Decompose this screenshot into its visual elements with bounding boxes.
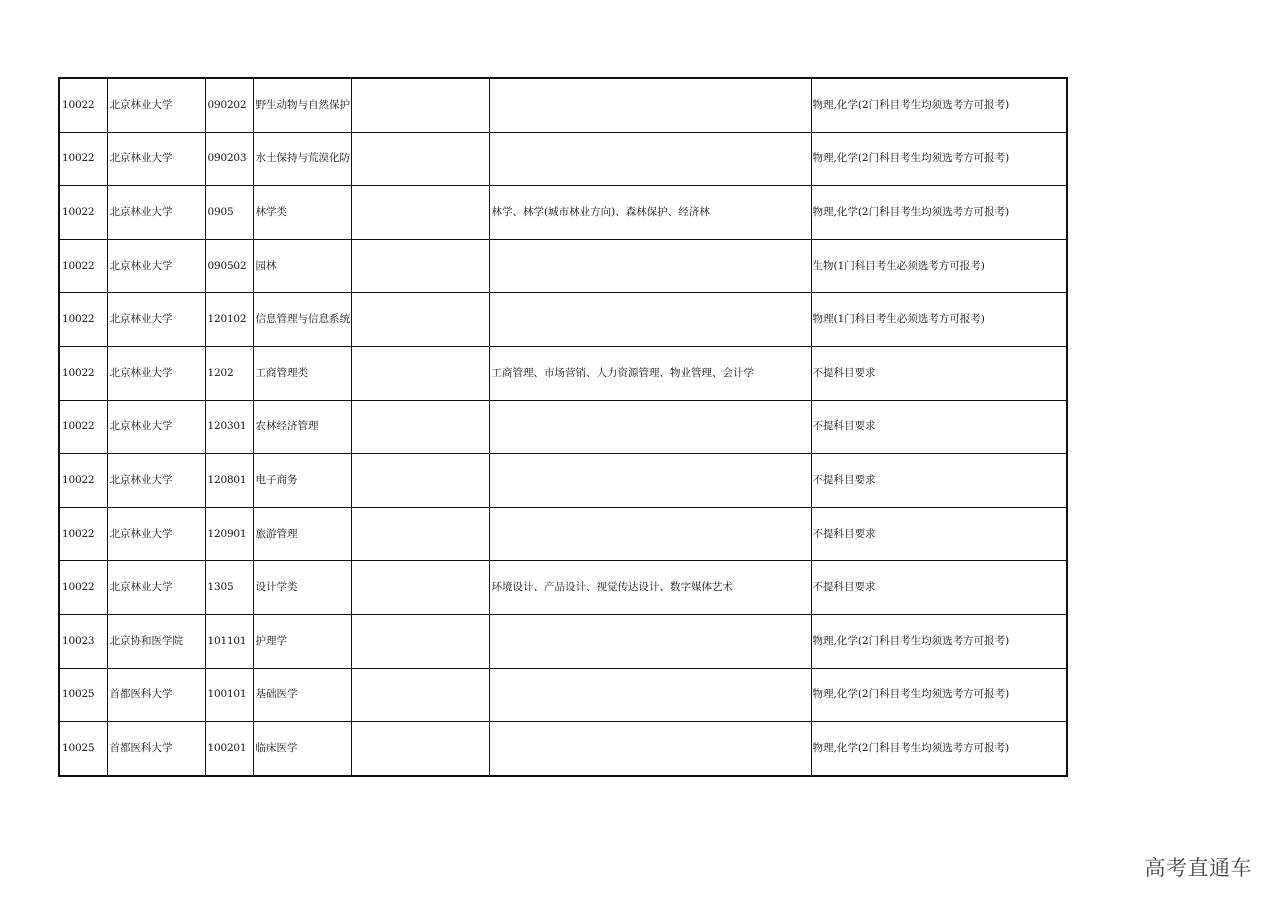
- school-code-cell: 10022: [59, 293, 107, 347]
- school-code-cell: 10022: [59, 454, 107, 508]
- major-name-cell: 临床医学: [253, 722, 351, 776]
- subject-requirements-table: [58, 77, 1068, 777]
- school-code-cell: 10025: [59, 722, 107, 776]
- subject-requirement-cell: 物理,化学(2门科目考生均须选考方可报考): [811, 132, 1067, 186]
- note-cell: [351, 561, 489, 615]
- subject-requirement-cell: 不提科目要求: [811, 346, 1067, 400]
- subject-requirement-cell: 物理,化学(2门科目考生均须选考方可报考): [811, 668, 1067, 722]
- school-code-cell: 10022: [59, 78, 107, 132]
- table-row: [59, 346, 1067, 400]
- included-majors-cell: [489, 78, 811, 132]
- note-cell: [351, 346, 489, 400]
- major-code-cell: 100101: [205, 668, 253, 722]
- included-majors-cell: [489, 668, 811, 722]
- major-name-cell: 水土保持与荒漠化防: [253, 132, 351, 186]
- included-majors-cell: 林学、林学(城市林业方向)、森林保护、经济林: [489, 186, 811, 240]
- included-majors-cell: 工商管理、市场营销、人力资源管理、物业管理、会计学: [489, 346, 811, 400]
- note-cell: [351, 132, 489, 186]
- school-code-cell: 10022: [59, 239, 107, 293]
- subject-requirement-cell: 不提科目要求: [811, 561, 1067, 615]
- included-majors-cell: [489, 400, 811, 454]
- school-code-cell: 10022: [59, 507, 107, 561]
- table-row: [59, 722, 1067, 776]
- included-majors-cell: [489, 614, 811, 668]
- table-row: [59, 561, 1067, 615]
- table-row: [59, 400, 1067, 454]
- major-code-cell: 1202: [205, 346, 253, 400]
- major-code-cell: 1305: [205, 561, 253, 615]
- major-name-cell: 工商管理类: [253, 346, 351, 400]
- note-cell: [351, 400, 489, 454]
- school-code-cell: 10025: [59, 668, 107, 722]
- included-majors-cell: [489, 239, 811, 293]
- included-majors-cell: [489, 507, 811, 561]
- major-name-cell: 林学类: [253, 186, 351, 240]
- school-name-cell: 北京林业大学: [107, 239, 205, 293]
- subject-requirement-cell: 生物(1门科目考生必须选考方可报考): [811, 239, 1067, 293]
- school-name-cell: 北京林业大学: [107, 78, 205, 132]
- major-code-cell: 120102: [205, 293, 253, 347]
- table-row: [59, 454, 1067, 508]
- major-name-cell: 信息管理与信息系统: [253, 293, 351, 347]
- school-name-cell: 首都医科大学: [107, 722, 205, 776]
- included-majors-cell: [489, 454, 811, 508]
- major-code-cell: 090202: [205, 78, 253, 132]
- table-row: [59, 239, 1067, 293]
- school-name-cell: 北京林业大学: [107, 454, 205, 508]
- subject-requirement-cell: 物理,化学(2门科目考生均须选考方可报考): [811, 78, 1067, 132]
- note-cell: [351, 668, 489, 722]
- subject-requirement-cell: 不提科目要求: [811, 400, 1067, 454]
- note-cell: [351, 454, 489, 508]
- included-majors-cell: [489, 293, 811, 347]
- major-code-cell: 101101: [205, 614, 253, 668]
- major-name-cell: 园林: [253, 239, 351, 293]
- subject-requirement-cell: 物理,化学(2门科目考生均须选考方可报考): [811, 614, 1067, 668]
- major-code-cell: 120301: [205, 400, 253, 454]
- included-majors-cell: [489, 132, 811, 186]
- subject-requirement-cell: 不提科目要求: [811, 507, 1067, 561]
- table-row: [59, 668, 1067, 722]
- major-name-cell: 旅游管理: [253, 507, 351, 561]
- school-code-cell: 10023: [59, 614, 107, 668]
- table-row: [59, 293, 1067, 347]
- school-name-cell: 北京林业大学: [107, 400, 205, 454]
- school-code-cell: 10022: [59, 132, 107, 186]
- note-cell: [351, 722, 489, 776]
- major-code-cell: 100201: [205, 722, 253, 776]
- included-majors-cell: 环境设计、产品设计、视觉传达设计、数字媒体艺术: [489, 561, 811, 615]
- note-cell: [351, 239, 489, 293]
- note-cell: [351, 78, 489, 132]
- school-code-cell: 10022: [59, 400, 107, 454]
- included-majors-cell: [489, 722, 811, 776]
- major-name-cell: 基础医学: [253, 668, 351, 722]
- subject-requirement-cell: 物理,化学(2门科目考生均须选考方可报考): [811, 722, 1067, 776]
- note-cell: [351, 293, 489, 347]
- school-name-cell: 北京林业大学: [107, 561, 205, 615]
- school-code-cell: 10022: [59, 561, 107, 615]
- subject-requirement-cell: 不提科目要求: [811, 454, 1067, 508]
- school-name-cell: 北京林业大学: [107, 186, 205, 240]
- school-name-cell: 北京协和医学院: [107, 614, 205, 668]
- major-name-cell: 护理学: [253, 614, 351, 668]
- school-name-cell: 首都医科大学: [107, 668, 205, 722]
- major-code-cell: 120801: [205, 454, 253, 508]
- table-row: [59, 507, 1067, 561]
- subject-requirement-cell: 物理(1门科目考生必须选考方可报考): [811, 293, 1067, 347]
- major-code-cell: 090203: [205, 132, 253, 186]
- table-body: [59, 78, 1067, 776]
- table-row: [59, 614, 1067, 668]
- table-row: [59, 186, 1067, 240]
- note-cell: [351, 186, 489, 240]
- major-code-cell: 090502: [205, 239, 253, 293]
- table-row: [59, 132, 1067, 186]
- major-code-cell: 120901: [205, 507, 253, 561]
- subject-requirement-cell: 物理,化学(2门科目考生均须选考方可报考): [811, 186, 1067, 240]
- watermark-text: 高考直通车: [1144, 856, 1252, 880]
- note-cell: [351, 614, 489, 668]
- school-name-cell: 北京林业大学: [107, 132, 205, 186]
- school-name-cell: 北京林业大学: [107, 293, 205, 347]
- school-name-cell: 北京林业大学: [107, 507, 205, 561]
- major-name-cell: 电子商务: [253, 454, 351, 508]
- table-row: [59, 78, 1067, 132]
- note-cell: [351, 507, 489, 561]
- major-name-cell: 设计学类: [253, 561, 351, 615]
- school-code-cell: 10022: [59, 346, 107, 400]
- school-code-cell: 10022: [59, 186, 107, 240]
- school-name-cell: 北京林业大学: [107, 346, 205, 400]
- major-name-cell: 野生动物与自然保护: [253, 78, 351, 132]
- major-name-cell: 农林经济管理: [253, 400, 351, 454]
- major-code-cell: 0905: [205, 186, 253, 240]
